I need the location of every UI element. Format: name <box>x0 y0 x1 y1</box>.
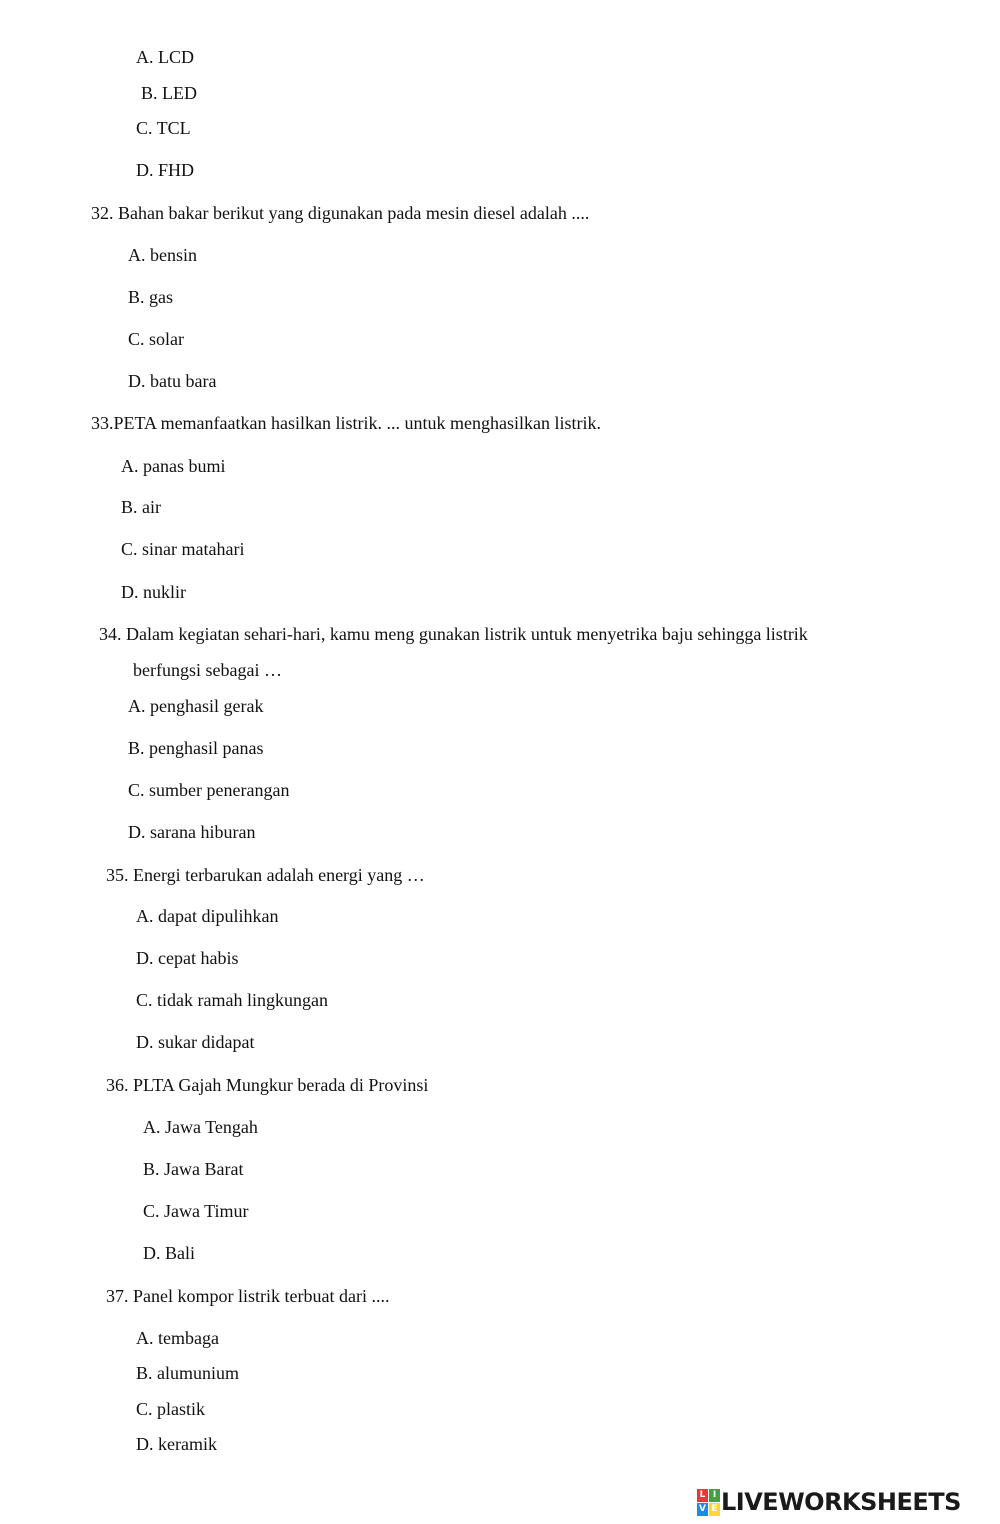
question-text: 34. Dalam kegiatan sehari-hari, kamu meng gunakan listrik untuk menyetrika baju sehingga listrik <box>99 624 808 644</box>
question-text: 33.PETA memanfaatkan hasilkan listrik. ... untuk menghasilkan listrik. <box>91 413 601 433</box>
option-text: B. Jawa Barat <box>143 1159 244 1179</box>
question-text: 35. Energi terbarukan adalah energi yang … <box>106 865 425 885</box>
logo-letter: E <box>709 1503 720 1516</box>
option-text: D. Bali <box>143 1243 195 1263</box>
option-text: C. tidak ramah lingkungan <box>136 990 328 1010</box>
option-text: C. TCL <box>136 118 191 138</box>
logo-mark-icon <box>697 1489 719 1515</box>
question-text-continued: berfungsi sebagai … <box>133 660 282 680</box>
liveworksheets-logo[interactable] <box>697 1488 961 1516</box>
option-text: C. Jawa Timur <box>143 1201 249 1221</box>
option-text: A. Jawa Tengah <box>143 1117 258 1137</box>
option-text: B. LED <box>141 83 197 103</box>
logo-letter: V <box>697 1503 708 1516</box>
logo-letter: I <box>709 1489 720 1502</box>
question-text: 32. Bahan bakar berikut yang digunakan pada mesin diesel adalah .... <box>91 203 590 223</box>
option-text: B. penghasil panas <box>128 738 264 758</box>
option-text: A. tembaga <box>136 1328 219 1348</box>
option-text: A. panas bumi <box>121 456 226 476</box>
question-text: 36. PLTA Gajah Mungkur berada di Provinsi <box>106 1075 429 1095</box>
logo-letter: L <box>697 1489 708 1502</box>
option-text: B. air <box>121 497 161 517</box>
option-text: D. nuklir <box>121 582 186 602</box>
option-text: D. keramik <box>136 1434 217 1454</box>
question-text: 37. Panel kompor listrik terbuat dari .... <box>106 1286 390 1306</box>
option-text: D. FHD <box>136 160 195 180</box>
option-text: B. gas <box>128 287 173 307</box>
option-text: A. bensin <box>128 245 197 265</box>
option-text: A. penghasil gerak <box>128 696 264 716</box>
option-text: D. cepat habis <box>136 948 239 968</box>
option-text: C. solar <box>128 329 184 349</box>
option-text: D. batu bara <box>128 371 217 391</box>
option-text: B. alumunium <box>136 1363 239 1383</box>
option-text: A. LCD <box>136 47 194 67</box>
logo-text: LIVEWORKSHEETS <box>721 1488 961 1516</box>
option-text: C. sinar matahari <box>121 539 245 559</box>
option-text: A. dapat dipulihkan <box>136 906 279 926</box>
option-text: D. sukar didapat <box>136 1032 255 1052</box>
option-text: D. sarana hiburan <box>128 822 256 842</box>
option-text: C. plastik <box>136 1399 206 1419</box>
option-text: C. sumber penerangan <box>128 780 290 800</box>
